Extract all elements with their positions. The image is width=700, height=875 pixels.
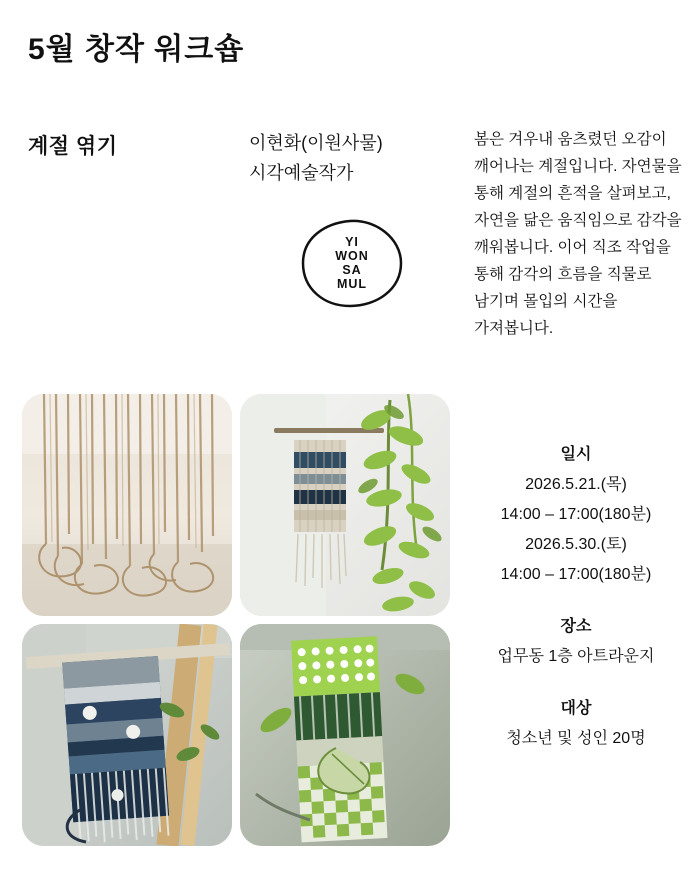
info-label-date: 일시 [560, 446, 592, 463]
program-description: 봄은 겨우내 움츠렸던 오감이 깨어나는 계절입니다. 자연물을 통해 계절의 흔적을 살펴보고, 자연을 닮은 움직임으로 감각을 깨워봅니다. 이어 직조 작업을 통해 감각의 흐름을 직물로 남기며 몰입의 시간을 가져봅니다. [474, 131, 682, 337]
artist-logo [300, 218, 404, 308]
artist-name: 이현화(이원사물) [249, 133, 383, 153]
program-title: 계절 엮기 [28, 135, 118, 158]
info-line-audience-1: 청소년 및 성인 20명 [506, 730, 646, 747]
info-column [466, 440, 686, 776]
artist-block [249, 128, 449, 188]
info-line-date-4: 14:00 – 17:00(180분) [500, 566, 652, 583]
logo-line-4: MUL [336, 277, 368, 291]
logo-line-3: SA [342, 263, 362, 277]
logo-line-1: YI [345, 235, 359, 249]
info-group-audience [466, 694, 686, 754]
info-line-date-3: 2026.5.30.(토) [525, 536, 627, 553]
info-line-date-1: 2026.5.21.(목) [525, 476, 627, 493]
info-line-venue-1: 업무동 1층 아트라운지 [497, 648, 655, 665]
photo-hanging-warp-threads [22, 394, 232, 616]
info-group-date [466, 440, 686, 590]
info-label-audience: 대상 [560, 700, 592, 717]
photo-blue-gray-weaving-on-loom [22, 624, 232, 846]
logo-line-2: WON [335, 249, 369, 263]
info-label-venue: 장소 [560, 618, 592, 635]
page-title: 5월 창작 워크숍 [28, 33, 245, 66]
photo-woven-piece-with-leaves [240, 394, 450, 616]
info-group-venue [466, 612, 686, 672]
photo-grid [22, 394, 450, 850]
photo-green-woven-textile [240, 624, 450, 846]
artist-logo-text [300, 218, 404, 308]
artist-role: 시각예술작가 [249, 163, 354, 183]
info-line-date-2: 14:00 – 17:00(180분) [500, 506, 652, 523]
